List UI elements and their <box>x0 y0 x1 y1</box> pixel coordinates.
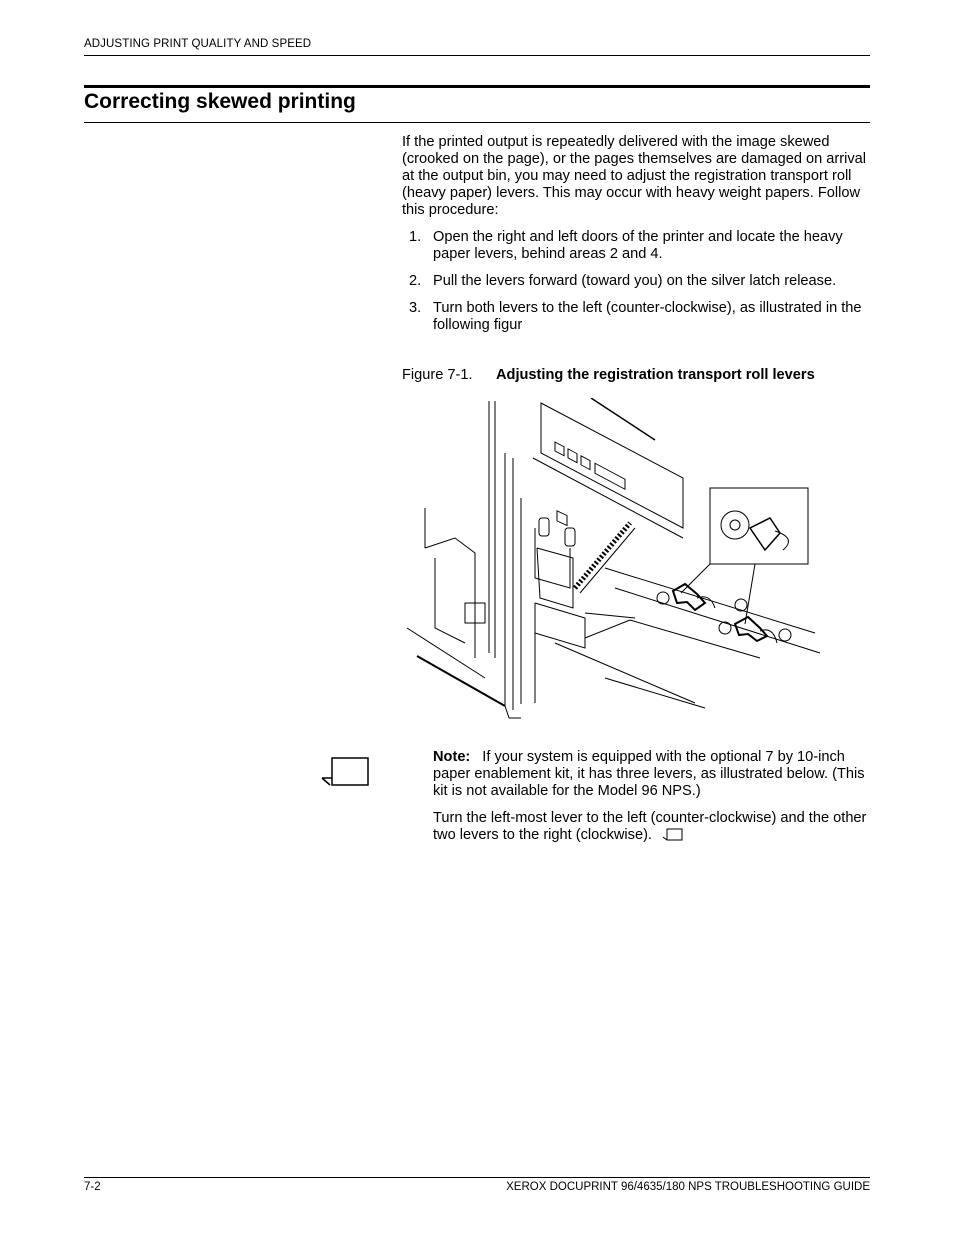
page-title: Correcting skewed printing <box>84 90 356 113</box>
note-paragraph <box>433 749 873 800</box>
running-header: ADJUSTING PRINT QUALITY AND SPEED <box>84 38 312 50</box>
step-text: Turn both levers to the left (counter-clockwise), as illustrated in the following figur <box>433 300 862 333</box>
note-text: If your system is equipped with the optional 7 by 10-inch paper enablement kit, it has three levers, as illustrated below. (This kit is not available for the Model 96 NPS.) <box>433 749 865 799</box>
figure-caption <box>402 367 815 383</box>
step-number: 2. <box>409 273 422 289</box>
procedure-steps <box>402 229 872 344</box>
printer-lever-illustration <box>405 398 825 723</box>
end-of-note-icon <box>662 828 684 842</box>
step-number: 1. <box>409 229 422 245</box>
note-icon <box>320 756 372 788</box>
figure-title: Adjusting the registration transport roll levers <box>496 367 815 383</box>
list-item <box>402 229 872 263</box>
step-text: Pull the levers forward (toward you) on the silver latch release. <box>433 273 837 289</box>
step-number: 3. <box>409 300 422 316</box>
page-number: 7-2 <box>84 1181 101 1193</box>
note-block <box>433 749 873 854</box>
footer-rule <box>84 1177 870 1178</box>
document-title: XEROX DOCUPRINT 96/4635/180 NPS TROUBLESHOOTING GUIDE <box>506 1181 870 1193</box>
step-text: Open the right and left doors of the printer and locate the heavy paper levers, behind areas 2 and 4. <box>433 229 843 262</box>
title-bottom-rule <box>84 122 870 123</box>
note-followup <box>433 810 873 844</box>
note-followup-text: Turn the left-most lever to the left (counter-clockwise) and the other two levers to the right (clockwise). <box>433 810 867 843</box>
list-item <box>402 273 872 290</box>
title-top-rule <box>84 85 870 88</box>
header-rule <box>84 55 870 56</box>
intro-paragraph: If the printed output is repeatedly delivered with the image skewed (crooked on the page), or the pages themselves are damaged on arrival at the output bin, you may need to adjust the registration transport roll (heavy paper) levers. This may occur with heavy weight papers. Follow this procedure: <box>402 134 867 218</box>
note-label: Note: <box>433 749 471 765</box>
list-item <box>402 300 872 334</box>
figure-number: Figure 7-1. <box>402 367 473 383</box>
